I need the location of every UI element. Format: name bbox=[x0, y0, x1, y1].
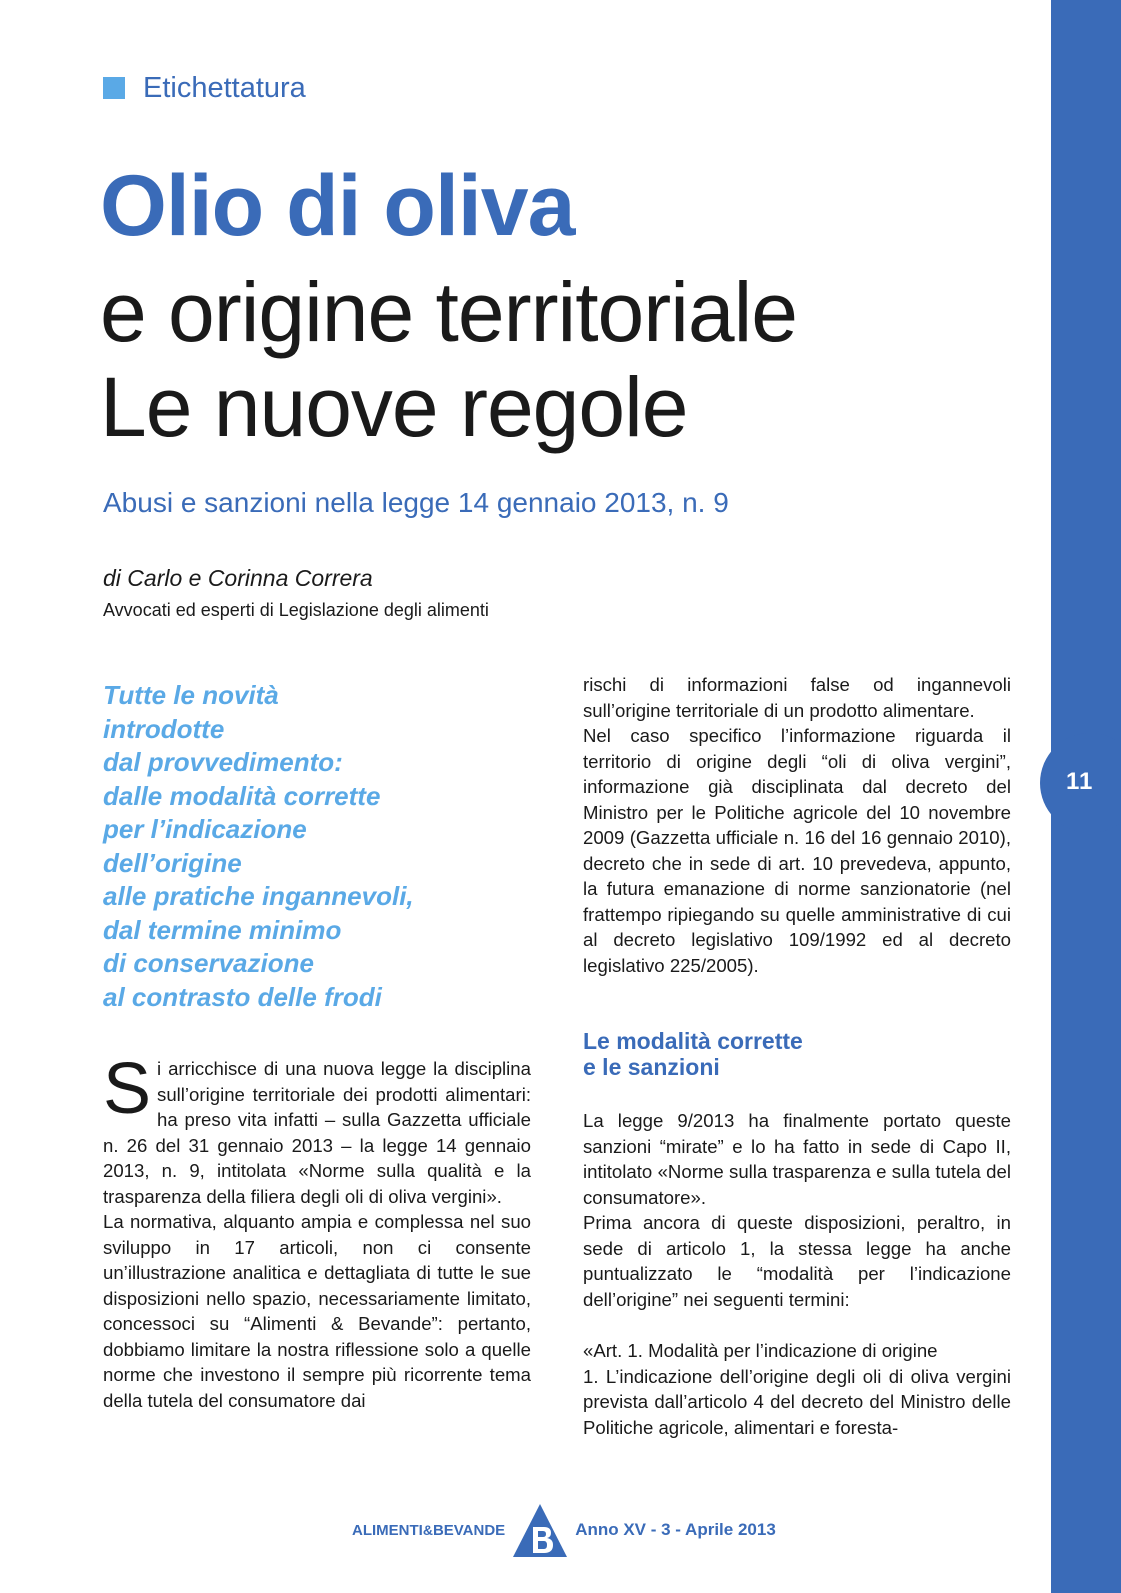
section-label: Etichettatura bbox=[143, 71, 306, 104]
author-byline: di Carlo e Corinna Correra bbox=[103, 565, 373, 591]
section-heading-line: e le sanzioni bbox=[583, 1054, 720, 1080]
body-paragraph: Prima ancora di queste disposizioni, peraltro, in sede di articolo 1, la stessa legge ha anche puntualizzato le “modalità per l’indicazione dell’origine” nei seguenti termini: bbox=[583, 1212, 1011, 1310]
body-paragraph: La normativa, alquanto ampia e complessa nel suo sviluppo in 17 articoli, non ci consente un’illustrazione analitica e dettagliata di tutte le sue disposizioni nello spazio, necessariamente limitato, concessoci su “Alimenti & Bevande”: pertanto, dobbiamo limitare la nostra riflessione solo a quelle norme che investono il sempre più ricorrente tema della tutela del consumatore dai bbox=[103, 1211, 531, 1411]
article-subtitle: Abusi e sanzioni nella legge 14 gennaio 2013, n. 9 bbox=[103, 487, 729, 518]
lead-line: alle pratiche ingannevoli, bbox=[103, 881, 414, 911]
lead-line: Tutte le novità bbox=[103, 680, 279, 710]
paragraph-text: i arricchisce di una nuova legge la disciplina sull’origine territoriale dei prodotti alimentari: ha preso vita infatti – sulla Gazzetta ufficiale n. 26 del 31 gennaio 2013 – la legge 14 gennaio 2013, n. 9, intitolata «Norme sulla qualità e la trasparenza della filiera degli oli di oliva vergini». bbox=[103, 1058, 531, 1207]
lead-line: per l’indicazione bbox=[103, 814, 307, 844]
page-number: 11 bbox=[1066, 768, 1094, 795]
lead-summary bbox=[103, 679, 533, 1014]
section-heading-line: Le modalità corrette bbox=[583, 1028, 803, 1054]
lead-line: introdotte bbox=[103, 713, 225, 744]
body-column-left bbox=[103, 1049, 531, 1413]
section-header bbox=[103, 68, 306, 108]
body-paragraph: «Art. 1. Modalità per l’indicazione di origine bbox=[583, 1340, 938, 1361]
body-paragraph: Nel caso specifico l’informazione riguarda il territorio di origine degli “oli di oliva vergini”, informazione già disciplinata dal decreto del Ministro per le Politiche agricole del 10 novembre 2009 (Gazzetta ufficiale n. 16 del 16 gennaio 2010), decreto che in sede di art. 10 prevedeva, appunto, la futura emanazione di norme sanzionatorie (nel frattempo ripiegando su quelle amministrative di cui al decreto legislativo 109/1992 ed al decreto legislativo 225/2005). bbox=[583, 725, 1011, 976]
section-heading bbox=[583, 1028, 803, 1080]
lead-line: di conservazione bbox=[103, 948, 314, 978]
lead-line: dell’origine bbox=[103, 847, 242, 878]
magazine-name: ALIMENTI&BEVANDE bbox=[352, 1521, 506, 1539]
lead-line: dal termine minimo bbox=[103, 914, 342, 945]
lead-line: al contrasto delle frodi bbox=[103, 981, 382, 1012]
issue-info: Anno XV - 3 - Aprile 2013 bbox=[575, 1520, 776, 1539]
body-paragraph bbox=[103, 1049, 531, 1209]
section-square-icon bbox=[103, 77, 125, 99]
author-role: Avvocati ed esperti di Legislazione degli alimenti bbox=[103, 600, 489, 620]
article-title-line-3: Le nuove regole bbox=[100, 360, 688, 454]
body-column-right-middle bbox=[583, 1108, 1011, 1312]
page-footer bbox=[352, 1500, 776, 1560]
body-paragraph: 1. L’indicazione dell’origine degli oli di oliva vergini prevista dall’articolo 4 del decreto del Ministro delle Politiche agricole, alimentari e foresta- bbox=[583, 1365, 1011, 1438]
body-paragraph: La legge 9/2013 ha finalmente portato queste sanzioni “mirate” e lo ha fatto in sede di Capo II, intitolato «Norme sulla trasparenza e sulla tutela del consumatore». bbox=[583, 1110, 1011, 1208]
drop-cap: S bbox=[103, 1049, 152, 1129]
body-column-right-top bbox=[583, 672, 1011, 978]
body-column-right-bottom bbox=[583, 1338, 1011, 1440]
lead-line: dalle modalità corrette bbox=[103, 780, 381, 811]
article-title-line-2: e origine territoriale bbox=[100, 265, 798, 359]
body-paragraph: rischi di informazioni false od ingannevoli sull’origine territoriale di un prodotto alimentare. bbox=[583, 674, 1011, 721]
lead-line: dal provvedimento: bbox=[103, 747, 343, 777]
article-title-line-1: Olio di oliva bbox=[100, 158, 575, 254]
magazine-logo-icon bbox=[511, 1501, 569, 1559]
